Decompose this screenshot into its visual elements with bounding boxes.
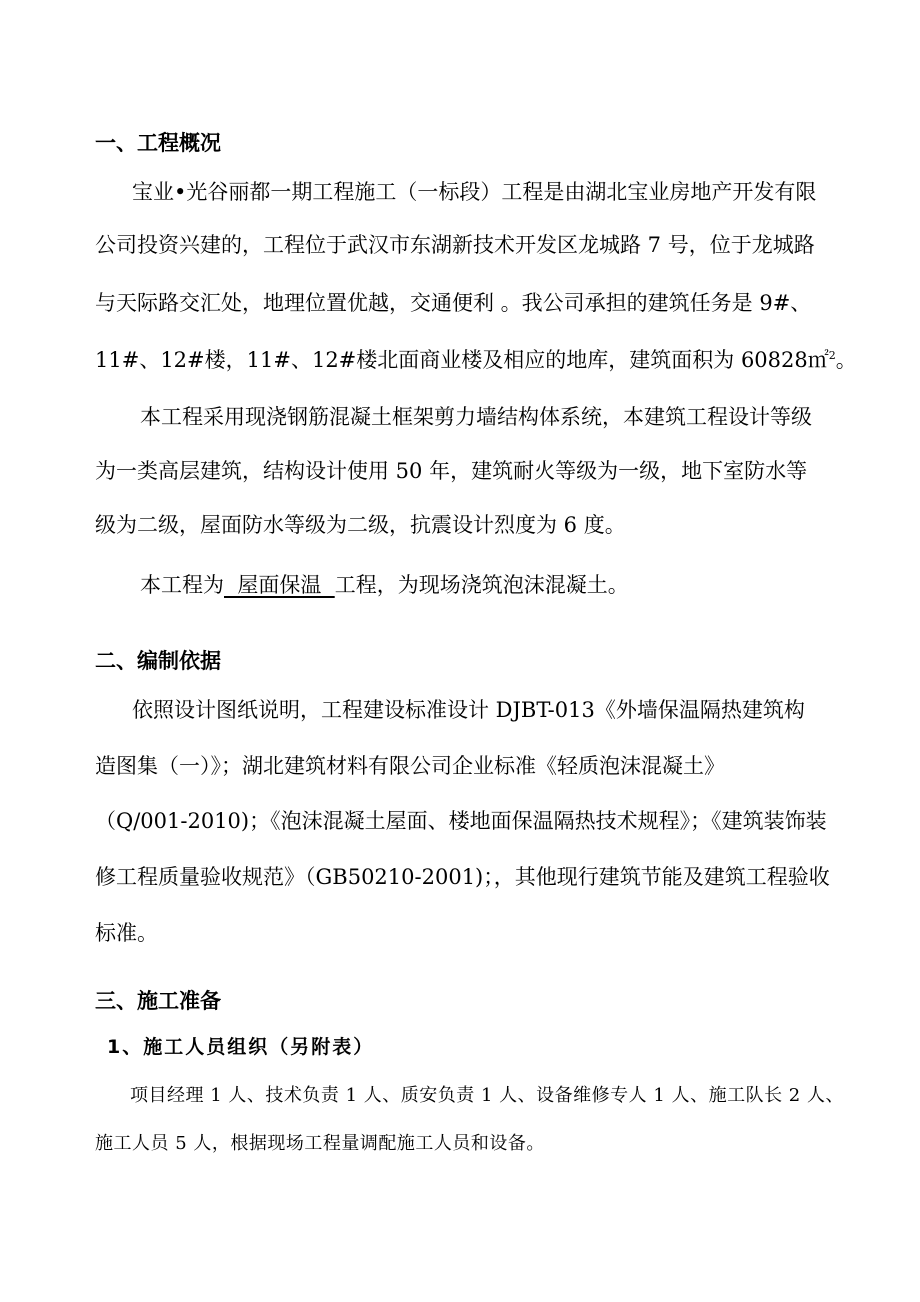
paragraph-line: 修工程质量验收规范》（GB50210-2001)；，其他现行建筑节能及建筑工程验收 <box>95 865 830 889</box>
paragraph-text: 本工程为 <box>140 573 224 597</box>
paragraph-line: 本工程采用现浇钢筋混凝土框架剪力墙结构体系统，本建筑工程设计等级 <box>140 405 812 429</box>
paragraph-line: 造图集（一）》；湖北建筑材料有限公司企业标准《轻质泡沫混凝土》 <box>95 754 725 778</box>
paragraph-line: 依照设计图纸说明，工程建设标准设计 DJBT-013《外墙保温隔热建筑构 <box>132 698 805 722</box>
section-heading: 一、工程概况 <box>95 131 221 155</box>
paragraph-line: 宝业•光谷丽都一期工程施工（一标段）工程是由湖北宝业房地产开发有限 <box>132 180 817 204</box>
paragraph-line: 与天际路交汇处，地理位置优越，交通便利 。我公司承担的建筑任务是 9#、 <box>95 291 812 315</box>
superscript: 2 <box>828 349 836 362</box>
paragraph-text: 。 <box>835 348 857 372</box>
paragraph-text: 工程，为现场浇筑泡沫混凝土。 <box>334 573 629 597</box>
paragraph-line: （Q/001-2010)；《泡沫混凝土屋面、楼地面保温隔热技术规程》；《建筑装饰装 <box>95 809 827 833</box>
section-heading: 二、编制依据 <box>95 649 221 673</box>
paragraph-line <box>95 344 857 374</box>
paragraph-line <box>140 569 880 599</box>
paragraph-line: 公司投资兴建的，工程位于武汉市东湖新技术开发区龙城路 7 号，位于龙城路 <box>95 233 815 257</box>
paragraph-line: 标准。 <box>95 921 158 945</box>
paragraph-line: 施工人员 5 人，根据现场工程量调配施工人员和设备。 <box>95 1133 545 1154</box>
section-heading: 三、施工准备 <box>95 989 221 1013</box>
subsection-heading: 1、施工人员组织（另附表） <box>107 1036 375 1058</box>
underlined-text: 屋面保温 <box>224 573 335 597</box>
paragraph-text: 11#、12#楼，11#、12#楼北面商业楼及相应的地库，建筑面积为 60828㎡ <box>95 348 829 372</box>
paragraph-line: 项目经理 1 人、技术负责 1 人、质安负责 1 人、设备维修专人 1 人、施工队长 2 人、 <box>130 1085 844 1106</box>
paragraph-line: 为一类高层建筑，结构设计使用 50 年，建筑耐火等级为一级，地下室防水等 <box>95 459 808 483</box>
paragraph-line: 级为二级，屋面防水等级为二级，抗震设计烈度为 6 度。 <box>95 513 626 537</box>
